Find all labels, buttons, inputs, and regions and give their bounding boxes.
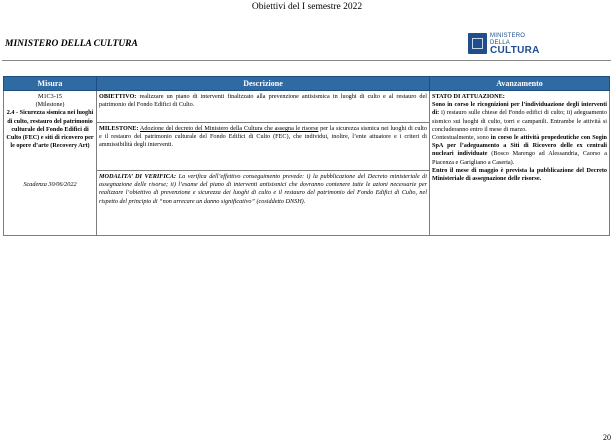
measure-type: (Milestone) [35, 101, 65, 109]
header-divider [2, 60, 611, 61]
modalita-label: MODALITA’ DI VERIFICA: [99, 173, 177, 180]
avanzamento-p2-bold: in corso le attività propedeutiche con Sogin SpA per l’adeguamento a Siti di Ricovero delle ex centrali nucleari individuate [432, 134, 608, 158]
stato-attuazione-heading: STATO DI ATTUAZIONE: [432, 93, 505, 100]
avanzamento-paragraph-1 [432, 101, 607, 134]
obiettivo-block [97, 91, 429, 123]
avanzamento-p2-text1: Contestualmente, sono [432, 134, 491, 142]
column-header-avanzamento: Avanzamento [430, 77, 610, 91]
modalita-block [97, 171, 429, 235]
descrizione-cell [97, 91, 430, 236]
modalita-text: La verifica dell’effettivo conseguimento prevede: i) la pubblicazione del Decreto ministeriale di assegnazione delle risorse; ii) l’esame del piano di interventi antisismici che dovranno contenere tutte le azioni necessarie per realizzare l’obiettivo di prevenzione e sicurezza dei luoghi di culto e il restauro del patrimonio del Fondo Edifici di Culto, nel rispetto del principio di “non arrecare un danno significativo” (cosiddetto DNSH). [99, 173, 427, 205]
logo-text-line3: CULTURA [490, 45, 540, 56]
ministry-name: MINISTERO DELLA CULTURA [5, 39, 138, 49]
milestone-underlined-text: Adozione del decreto del Ministero della Cultura che assegna le risorse [139, 125, 319, 132]
ministry-logo [468, 32, 540, 56]
milestone-block [97, 123, 429, 171]
misura-cell [4, 91, 97, 236]
avanzamento-paragraph-2 [432, 134, 607, 167]
table-header-row [4, 77, 610, 91]
emblem-icon [468, 33, 487, 54]
milestone-label: MILESTONE: [99, 125, 139, 132]
milestone-text: per la sicurezza sismica nei luoghi di culto e il restauro del patrimonio culturale del Fondo Edifici di Culto (FEC), che individui, inoltre, l’ente attuatore e i criteri di ammissibilità degli interventi. [99, 125, 427, 149]
table-row [4, 91, 610, 236]
objectives-table [3, 76, 610, 236]
column-header-misura: Misura [4, 77, 97, 91]
logo-text-line2: DELLA [490, 40, 511, 46]
page-title: Obiettivi del I semestre 2022 [251, 2, 363, 12]
column-header-descrizione: Descrizione [97, 77, 430, 91]
measure-code: M1C3-15 [37, 93, 63, 100]
avanzamento-p1-bold: Sono in corso le ricognizioni per l’individuazione degli interventi di: [432, 101, 607, 117]
obiettivo-label: OBIETTIVO: [99, 93, 137, 100]
measure-title: 2.4 - Sicurezza sismica nei luoghi di culto, restauro del patrimonio culturale del Fondo Edifici di Culto (FEC) e siti di ricovero per le opere d’arte (Recovery Art) [6, 109, 94, 150]
measure-deadline: Scadenza 30/06/2022 [23, 181, 77, 189]
obiettivo-text: realizzare un piano di interventi finalizzato alla prevenzione antisismica in luoghi di culto e al restauro del patrimonio del Fondo Edifici di Culto. [99, 93, 427, 109]
avanzamento-cell [430, 91, 610, 236]
logo-text-line1: MINISTERO [490, 33, 526, 39]
avanzamento-paragraph-3: Entro il mese di maggio è prevista la pubblicazione del Decreto Ministeriale di assegnazione delle risorse. [432, 166, 607, 183]
page-number: 20 [603, 433, 611, 442]
avanzamento-p2-text2: (Bosco Marengo ad Alessandria, Caorso a Piacenza e Garigliano a Caserta). [432, 150, 607, 166]
avanzamento-p1-text: i) restauro sulle chiese del Fondo edifici di culto; ii) adeguamento sismico sui luoghi di culto, torri e campanili. Entrambe le attività si concluderanno entro il mese di marzo. [432, 109, 607, 133]
